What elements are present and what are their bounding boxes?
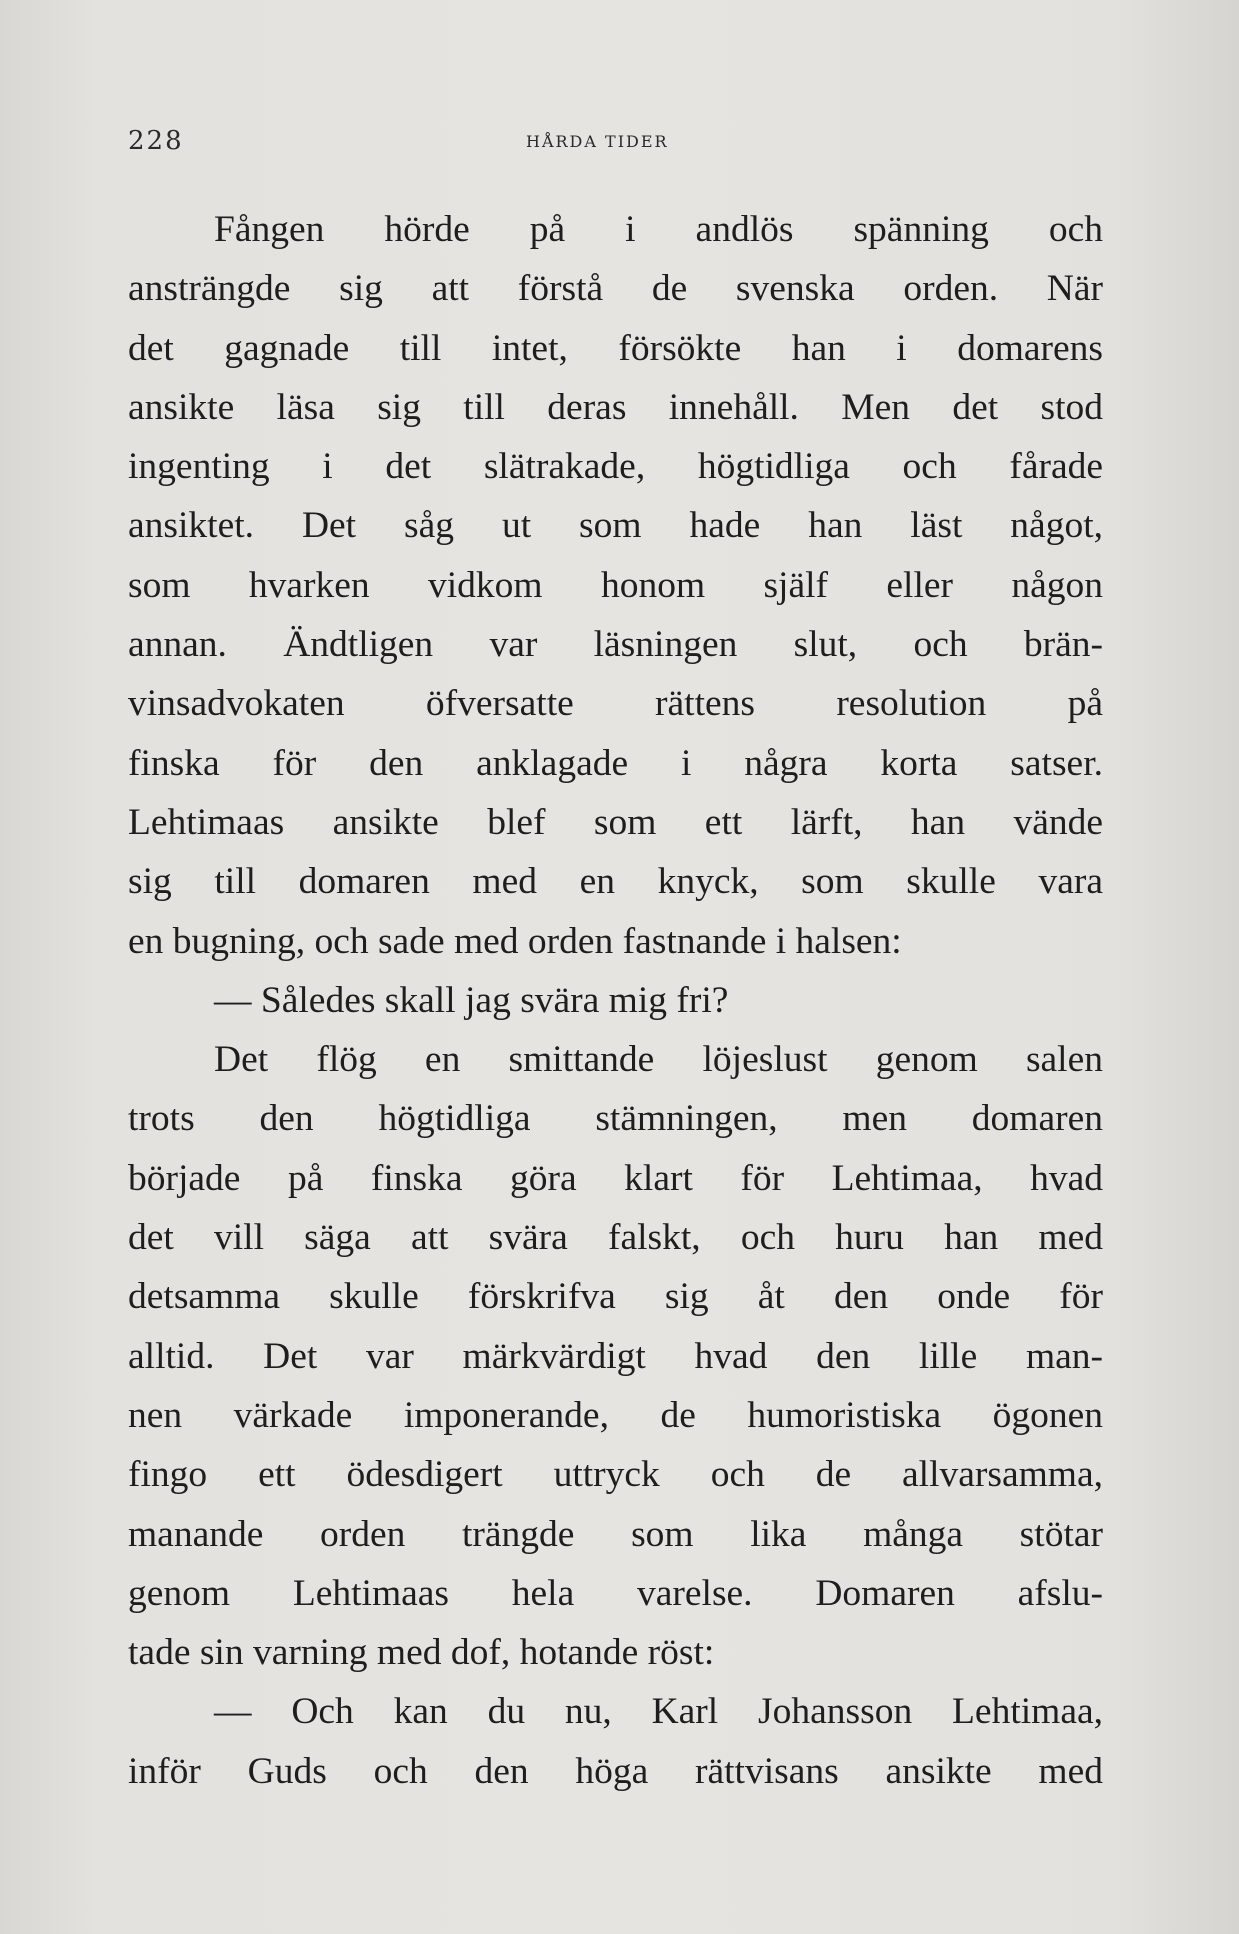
body-text [128, 200, 1103, 1801]
text-line: manande orden trängde som lika många stötar [128, 1513, 1103, 1555]
text-line: Lehtimaas ansikte blef som ett lärft, han vände [128, 801, 1103, 843]
running-head [128, 122, 1103, 162]
text-line: sig till domaren med en knyck, som skulle vara [128, 861, 1103, 903]
text-line: det gagnade till intet, försökte han i domarens [128, 327, 1103, 369]
text-line: det vill säga att svära falskt, och huru han med [128, 1217, 1103, 1259]
page-number: 228 [128, 126, 184, 156]
text-line: fingo ett ödesdigert uttryck och de allvarsamma, [128, 1454, 1103, 1496]
dialogue-line: — Således skall jag svära mig fri? [214, 979, 729, 1021]
text-line: ingenting i det slätrakade, högtidliga och fårade [128, 446, 1103, 488]
dialogue-line: — Och kan du nu, Karl Johansson Lehtimaa, [214, 1691, 1103, 1733]
text-line: annan. Ändtligen var läsningen slut, och brän- [128, 624, 1103, 666]
text-line: nen värkade imponerande, de humoristiska ögonen [128, 1394, 1103, 1436]
text-line: ansiktet. Det såg ut som hade han läst något, [128, 505, 1103, 547]
text-line: Fången hörde på i andlös spänning och [214, 209, 1103, 250]
text-line: som hvarken vidkom honom själf eller någon [128, 564, 1103, 606]
text-line: ansikte läsa sig till deras innehåll. Men det stod [128, 386, 1103, 428]
text-line: finska för den anklagade i några korta satser. [128, 742, 1103, 784]
text-line: genom Lehtimaas hela varelse. Domaren afslu- [128, 1572, 1103, 1614]
text-line: tade sin varning med dof, hotande röst: [128, 1632, 715, 1674]
text-line: inför Guds och den höga rättvisans ansikte med [128, 1750, 1103, 1792]
text-line: trots den högtidliga stämningen, men domaren [128, 1098, 1103, 1140]
text-line: Det flög en smittande löjeslust genom salen [214, 1039, 1103, 1081]
text-line: började på finska göra klart för Lehtimaa, hvad [128, 1157, 1103, 1199]
text-line: en bugning, och sade med orden fastnande i halsen: [128, 920, 902, 962]
text-line: detsamma skulle förskrifva sig åt den onde för [128, 1276, 1103, 1318]
text-line: alltid. Det var märkvärdigt hvad den lille man- [128, 1335, 1103, 1377]
text-line: ansträngde sig att förstå de svenska orden. När [128, 268, 1103, 310]
running-title: HÅRDA TIDER [526, 132, 669, 151]
text-line: vinsadvokaten öfversatte rättens resolution på [128, 683, 1103, 725]
